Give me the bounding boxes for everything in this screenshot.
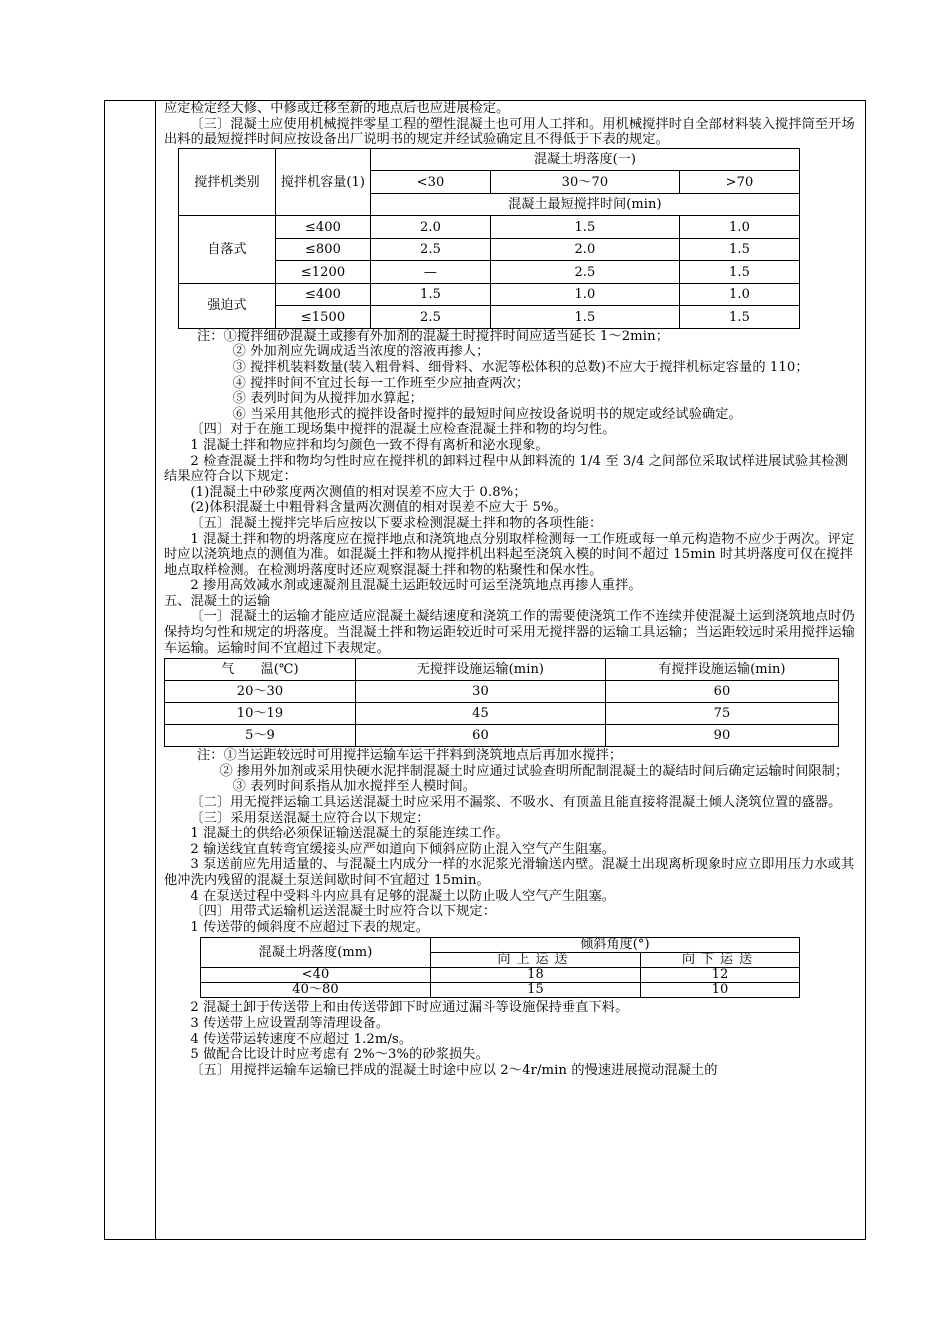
table-cell: 40～80 (201, 983, 431, 998)
paragraph: 3 泵送前应先用适量的、与混凝土内成分一样的水泥浆光滑输送内壁。混凝土出现离析现象时应立即用压力水或其他冲洗内残留的混凝土泵送间歇时间不宜超过 15min。 (164, 857, 855, 888)
table-header-cell: 倾斜角度(°) (431, 938, 800, 953)
table-cell: 60 (606, 681, 839, 703)
note-line: 注：①搅拌细砂混凝土或掺有外加剂的混凝土时搅拌时间应适当延长 1～2min； (197, 328, 669, 344)
paragraph: 2 混凝土卸于传送带上和由传送带卸下时应通过漏斗等设施保持垂直下料。 (190, 1000, 629, 1016)
paragraph: 3 传送带上应设置刮等清理设备。 (190, 1015, 390, 1031)
table-group-cell: 强迫式 (179, 283, 276, 328)
table-row (179, 283, 800, 306)
table-header-cell: 无搅拌设施运输(min) (356, 659, 606, 681)
table-header-cell: 30～70 (490, 171, 679, 194)
table-cell: 75 (606, 703, 839, 725)
table-header-cell: 混凝土最短搅拌时间(min) (371, 193, 800, 216)
note-line: ③ 表列时间系指从加水搅拌至人模时间。 (232, 779, 477, 795)
table-cell: 60 (356, 725, 606, 747)
note-line: ④ 搅拌时间不宜过长每一工作班至少应抽查两次； (232, 375, 530, 391)
table-header-cell: 混凝土坍落度(mm) (201, 938, 431, 968)
paragraph: 4 传送带运转速度不应超过 1.2m/s。 (190, 1031, 413, 1047)
paragraph: 1 传送带的倾斜度不应超过下表的规定。 (190, 919, 430, 935)
paragraph: 〔三〕混凝土应使用机械搅拌零星工程的塑性混凝土也可用人工拌和。用机械搅拌时自全部材料装入搅拌筒至开场出料的最短搅拌时间应按设备出厂说明书的规定并经试验确定且不得低于下表的规定。 (164, 116, 855, 148)
table-cell: 20～30 (165, 681, 356, 703)
table-cell: 1.0 (679, 283, 799, 306)
table-cell: 1.5 (679, 261, 799, 284)
paragraph: 〔四〕用带式运输机运送混凝土时应符合以下规定： (190, 904, 497, 920)
paragraph: 1 混凝土拌和物应拌和均匀颜色一致不得有离析和泌水现象。 (190, 437, 549, 453)
note-line: ② 掺用外加剂或采用快硬水泥拌制混凝土时应通过试验查明所配制混凝土的凝结时间后确定运输时间限制； (219, 763, 849, 779)
paragraph: 2 检查混凝土拌和物均匀性时应在搅拌机的卸料过程中从卸料流的 1/4 至 3/4 之间部位采取试样进展试验其检测结果应符合以下规定： (164, 453, 849, 485)
belt-incline-table (200, 937, 800, 998)
table-row (201, 968, 800, 983)
chapter-heading: 五、混凝土的运输 (164, 593, 271, 609)
table-header-cell: 搅拌机容量(1) (276, 148, 371, 216)
paragraph: 〔四〕对于在施工现场集中搅拌的混凝土应检查混凝土拌和物的均匀性。 (190, 422, 616, 438)
paragraph: 〔二〕用无搅拌运输工具运送混凝土时应采用不漏浆、不吸水、有顶盖且能直接将混凝土倾人浇筑位置的盛器。 (190, 795, 842, 811)
paragraph: 〔一〕混凝土的运输才能应适应混凝土凝结速度和浇筑工作的需要使浇筑工作不连续并使混凝土运到浇筑地点时仍保持均匀性和规定的坍落度。当混凝土拌和物运距较近时可采用无搅拌器的运输工具运输；当运距较远时采用搅拌运输车运输。运输时间不宜超过下表规定。 (164, 609, 855, 656)
table-cell: ≤400 (276, 283, 371, 306)
paragraph: 2 输送线宜直转弯宜缓接头应严如道向下倾斜应防止混入空气产生阻塞。 (190, 841, 616, 857)
table-cell: 5～9 (165, 725, 356, 747)
table-header-cell: 气 温(℃) (165, 659, 356, 681)
paragraph: (1)混凝土中砂浆度两次测值的相对误差不应大于 0.8%； (190, 484, 527, 500)
paragraph: 2 掺用高效减水剂或速凝剂且混凝土运距较远时可运至浇筑地点再掺人重拌。 (190, 578, 642, 594)
table-cell: 2.0 (371, 216, 491, 239)
table-cell: 12 (641, 968, 800, 983)
paragraph: 应定检定经大修、中修或迁移至新的地点后也应进展检定。 (164, 101, 510, 116)
table-header-cell: 搅拌机类别 (179, 148, 276, 216)
table-cell: <40 (201, 968, 431, 983)
paragraph: 〔五〕混凝土搅拌完毕后应按以下要求检测混凝土拌和物的各项性能： (190, 515, 603, 531)
table-header-cell: 有搅拌设施运输(min) (606, 659, 839, 681)
note-line: ③ 搅拌机装料数量(装入粗骨料、细骨料、水泥等松体积的总数)不应大于搅拌机标定容量的 110； (232, 359, 809, 375)
table-header-cell: >70 (679, 171, 799, 194)
table-cell: 1.5 (490, 306, 679, 329)
table-cell: 90 (606, 725, 839, 747)
table-cell: 2.5 (490, 261, 679, 284)
table-row (165, 681, 839, 703)
table-cell: — (371, 261, 491, 284)
note-line: ② 外加剂应先调成适当浓度的溶液再掺人； (232, 344, 490, 360)
table-group-cell: 自落式 (179, 216, 276, 284)
table-cell: 2.5 (371, 238, 491, 261)
table-cell: ≤1500 (276, 306, 371, 329)
table-header-cell: 混凝土坍落度(一) (371, 148, 800, 171)
note-line: ⑥ 当采用其他形式的搅拌设备时搅拌的最短时间应按设备说明书的规定或经试验确定。 (232, 406, 742, 422)
table-cell: ≤400 (276, 216, 371, 239)
table-row (165, 703, 839, 725)
note-line: ⑤ 表列时间为从搅拌加水算起； (232, 391, 423, 407)
table-cell: 2.0 (490, 238, 679, 261)
table-header-cell: 向上运送 (431, 953, 641, 968)
paragraph: 4 在泵送过程中受料斗内应具有足够的混凝土以防止吸人空气产生阻塞。 (190, 888, 616, 904)
transport-time-table (164, 658, 839, 747)
document-body (164, 101, 860, 1078)
table-cell: 1.0 (679, 216, 799, 239)
paragraph: 1 混凝土拌和物的坍落度应在搅拌地点和浇筑地点分别取样检测每一工作班或每一单元构造物不应少于两次。评定时应以浇筑地点的测值为准。如混凝土拌和物从搅拌机出料起至浇筑入模的时间不超过 15min 时其坍落度可仅在搅拌地点取样检测。在检测坍落度时还应观察混凝土拌和物的粘聚性和保水性。 (164, 531, 855, 578)
table-cell: 1.5 (679, 306, 799, 329)
table-header-cell: 向下运送 (641, 953, 800, 968)
paragraph: 〔三〕采用泵送混凝土应符合以下规定： (190, 810, 430, 826)
table-row (201, 983, 800, 998)
mixing-time-table (178, 148, 800, 329)
table-cell: 1.0 (490, 283, 679, 306)
note-line: 注：①当运距较远时可用搅拌运输车运干拌料到浇筑地点后再加水搅拌； (197, 748, 623, 764)
table-cell: 30 (356, 681, 606, 703)
table-cell: 1.5 (679, 238, 799, 261)
paragraph: 5 做配合比设计时应考虑有 2%～3%的砂浆损失。 (190, 1047, 489, 1063)
table-cell: 45 (356, 703, 606, 725)
paragraph: 〔五〕用搅拌运输车运输已拌成的混凝土时途中应以 2～4r/min 的慢速进展搅动混凝土的 (190, 1062, 718, 1078)
table-header-cell: <30 (371, 171, 491, 194)
paragraph: (2)体积混凝土中粗骨料含量两次测值的相对误差不应大于 5%。 (190, 500, 567, 516)
table-cell: 2.5 (371, 306, 491, 329)
table-cell: 15 (431, 983, 641, 998)
table-row (165, 725, 839, 747)
paragraph: 1 混凝土的供给必须保证输送混凝土的泵能连续工作。 (190, 826, 509, 842)
table-cell: ≤800 (276, 238, 371, 261)
column-divider (155, 101, 156, 1239)
table-cell: 10～19 (165, 703, 356, 725)
table-cell: 1.5 (490, 216, 679, 239)
table-row (179, 216, 800, 239)
table-cell: 10 (641, 983, 800, 998)
table-cell: ≤1200 (276, 261, 371, 284)
table-cell: 18 (431, 968, 641, 983)
table-cell: 1.5 (371, 283, 491, 306)
